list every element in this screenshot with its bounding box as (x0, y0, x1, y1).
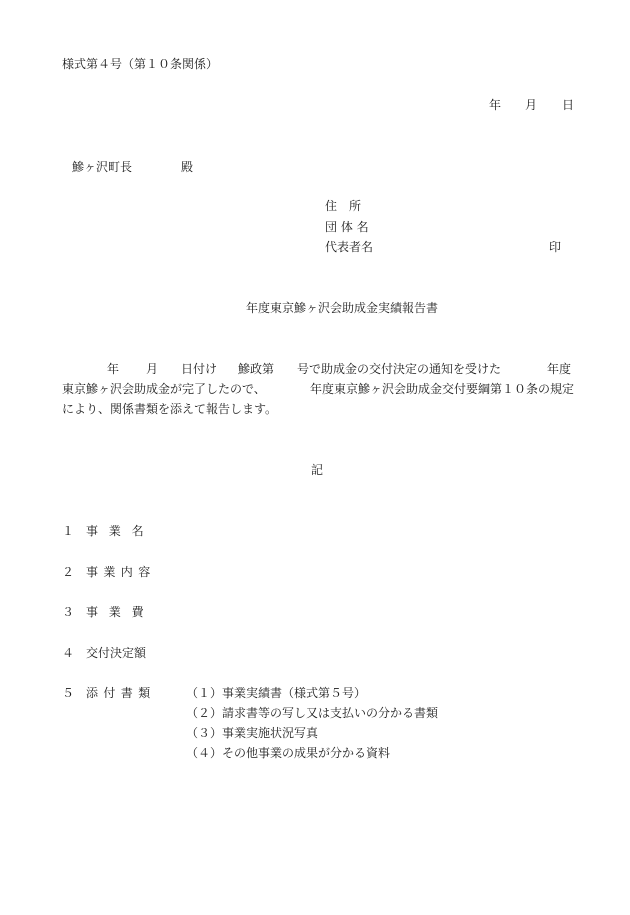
attachment-item: （３）事業実施状況写真 (186, 726, 319, 740)
ki-heading: 記 (311, 463, 324, 477)
body-notice: 号で助成金の交付決定の通知を受けた (297, 362, 502, 376)
body-month: 月 (146, 362, 159, 376)
item-label-attachments: 添付書類 (86, 686, 156, 700)
date-day: 日 (562, 98, 575, 112)
addressee-name: 鰺ヶ沢町長 (72, 160, 133, 174)
date-year: 年 (489, 98, 502, 112)
item-label-project-cost: 事業費 (86, 605, 155, 619)
address-label: 住 所 (325, 199, 362, 213)
item-number: ２ (62, 565, 75, 579)
document-title: 年度東京鰺ヶ沢会助成金実績報告書 (246, 301, 439, 315)
seal-mark: 印 (549, 240, 562, 254)
item-number: ４ (62, 646, 75, 660)
attachment-item: （２）請求書等の写し又は支払いの分かる書類 (186, 706, 439, 720)
attachment-item: （４）その他事業の成果が分かる資料 (186, 746, 391, 760)
form-number: 様式第４号（第１０条関係） (62, 57, 219, 71)
addressee-honorific: 殿 (181, 160, 194, 174)
body-line3: により、関係書類を添えて報告します。 (62, 402, 278, 416)
item-number: ５ (62, 686, 75, 700)
item-label-grant-amount: 交付決定額 (86, 646, 147, 660)
representative-label: 代表者名 (325, 240, 374, 254)
item-label-project-content: 事業内容 (86, 565, 156, 579)
body-ref: 鰺政第 (238, 362, 275, 376)
group-name-label: 団 体 名 (325, 220, 369, 234)
body-line2-b: 年度東京鰺ヶ沢会助成金交付要綱第１０条の規定 (310, 382, 575, 396)
body-fiscal-year: 年度 (547, 362, 572, 376)
date-month: 月 (525, 98, 538, 112)
item-label-project-name: 事業名 (86, 524, 155, 538)
body-year: 年 (107, 362, 120, 376)
attachment-item: （１）事業実績書（様式第５号） (186, 686, 367, 700)
body-date: 日付け (181, 362, 218, 376)
item-number: １ (62, 524, 75, 538)
body-line2-a: 東京鰺ヶ沢会助成金が完了したので、 (62, 382, 266, 396)
item-number: ３ (62, 605, 75, 619)
